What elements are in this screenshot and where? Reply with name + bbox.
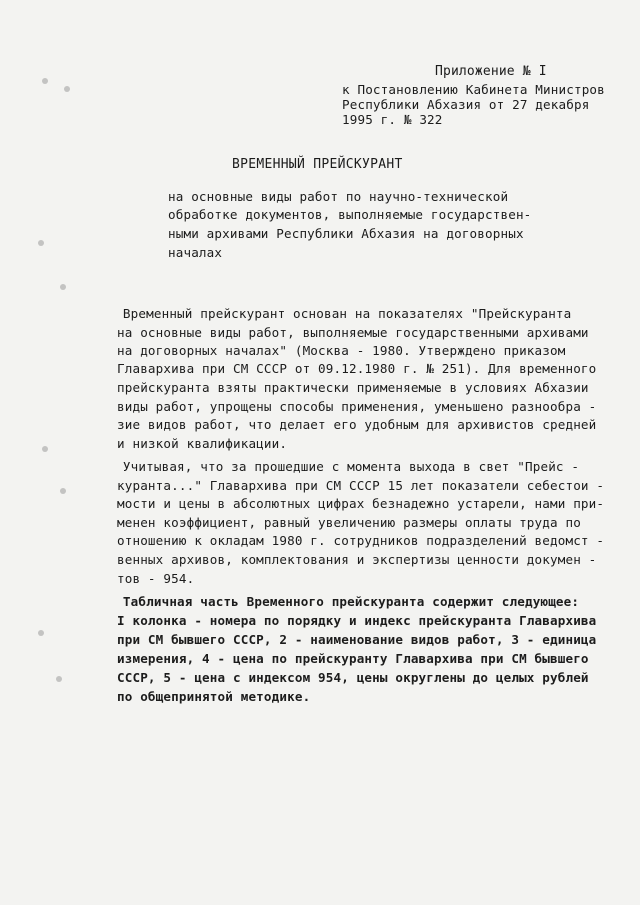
body-line: Учитывая, что за прошедшие с момента выхода в свет "Прейс -: [92, 459, 580, 474]
body-line: и низкой квалификации.: [117, 436, 288, 451]
scan-speck: [38, 240, 44, 246]
scan-speck: [60, 488, 66, 494]
document-title: ВРЕМЕННЫЙ ПРЕЙСКУРАНТ: [232, 157, 403, 172]
body-line: I колонка - номера по порядку и индекс прейскуранта Главархива: [117, 613, 597, 628]
scan-speck: [60, 284, 66, 290]
body-line: отношению к окладам 1980 г. сотрудников подразделений ведомст -: [117, 533, 605, 548]
body-line: зие видов работ, что делает его удобным для архивистов средней: [117, 417, 597, 432]
body-line: СССР, 5 - цена с индексом 954, цены округлены до целых рублей: [117, 670, 589, 685]
subtitle-line: ными архивами Республики Абхазия на договорных: [168, 226, 524, 241]
scan-speck: [64, 86, 70, 92]
body-line: куранта..." Главархива при СМ СССР 15 лет показатели себестои -: [117, 478, 605, 493]
header-line: к Постановлению Кабинета Министров: [342, 82, 605, 97]
subtitle-line: обработке документов, выполняемые государствен-: [168, 207, 532, 222]
appendix-number: Приложение № I: [435, 64, 547, 79]
body-line: прейскуранта взяты практически применяемые в условиях Абхазии: [117, 380, 589, 395]
subtitle-line: на основные виды работ по научно-технической: [168, 189, 509, 204]
header-line: Республики Абхазия от 27 декабря: [342, 97, 590, 112]
scan-speck: [42, 78, 48, 84]
body-line: Главархива при СМ СССР от 09.12.1980 г. № 251). Для временного: [117, 361, 597, 376]
body-line: при СМ бывшего СССР, 2 - наименование видов работ, 3 - единица: [117, 632, 597, 647]
body-line: на договорных началах" (Москва - 1980. Утверждено приказом: [117, 343, 566, 358]
scan-speck: [42, 446, 48, 452]
body-line: виды работ, упрощены способы применения, уменьшено разнообра -: [117, 399, 597, 414]
body-line: менен коэффициент, равный увеличению размеры оплаты труда по: [117, 515, 581, 530]
subtitle-line: началах: [168, 245, 223, 260]
body-line: Временный прейскурант основан на показателях "Прейскуранта: [92, 306, 572, 321]
body-line: на основные виды работ, выполняемые государственными архивами: [117, 325, 589, 340]
body-line: измерения, 4 - цена по прейскуранту Главархива при СМ бывшего: [117, 651, 589, 666]
body-line: венных архивов, комплектования и экспертизы ценности докумен -: [117, 552, 597, 567]
scan-speck: [56, 676, 62, 682]
body-line: Табличная часть Временного прейскуранта содержит следующее:: [92, 594, 580, 609]
body-line: мости и цены в абсолютных цифрах безнадежно устарели, нами при-: [117, 496, 605, 511]
header-line: 1995 г. № 322: [342, 112, 443, 127]
scan-speck: [38, 630, 44, 636]
body-line: по общепринятой методике.: [117, 689, 311, 704]
body-line: тов - 954.: [117, 571, 195, 586]
